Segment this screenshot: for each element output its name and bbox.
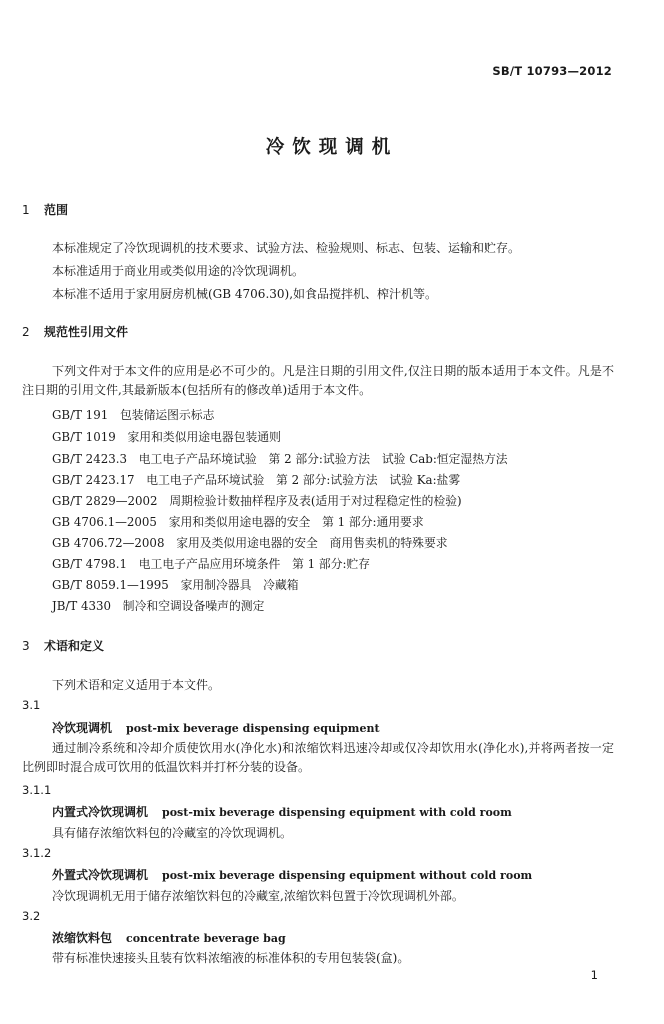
- term-heading: [52, 719, 380, 736]
- term-definition: 冷饮现调机无用于储存浓缩饮料包的冷藏室,浓缩饮料包置于冷饮现调机外部。: [52, 889, 464, 903]
- term-heading: [52, 929, 286, 946]
- paragraph: 本标准不适用于家用厨房机械(GB 4706.30),如食品搅拌机、榨汁机等。: [52, 287, 438, 301]
- section-title: 范围: [44, 203, 69, 217]
- reference-item: JB/T 4330 制冷和空调设备噪声的测定: [52, 599, 265, 613]
- reference-item: GB 4706.1—2005 家用和类似用途电器的安全 第 1 部分:通用要求: [52, 515, 424, 529]
- term-en: post-mix beverage dispensing equipment: [126, 722, 380, 735]
- section-2-heading: [22, 323, 128, 340]
- section-1-heading: [22, 201, 68, 218]
- clause-number: 3.2: [22, 909, 41, 923]
- reference-item: GB/T 191 包装储运图示标志: [52, 408, 215, 422]
- paragraph: 下列术语和定义适用于本文件。: [52, 678, 221, 692]
- term-zh: 冷饮现调机: [52, 721, 113, 735]
- paragraph: 下列文件对于本文件的应用是必不可少的。凡是注日期的引用文件,仅注日期的版本适用于本文件。凡是不注日期的引用文件,其最新版本(包括所有的修改单)适用于本文件。: [22, 364, 614, 397]
- term-zh: 浓缩饮料包: [52, 931, 113, 945]
- paragraph: 本标准适用于商业用或类似用途的冷饮现调机。: [52, 264, 305, 278]
- section-title: 规范性引用文件: [44, 325, 129, 339]
- reference-item: GB/T 2423.17 电工电子产品环境试验 第 2 部分:试验方法 试验 Ka:盐雾: [52, 473, 461, 487]
- term-zh: 内置式冷饮现调机: [52, 805, 149, 819]
- section-number: 1: [22, 203, 30, 217]
- term-definition: 通过制冷系统和冷却介质使饮用水(净化水)和浓缩饮料迅速冷却或仅冷却饮用水(净化水),并将两者按一定比例即时混合成可饮用的低温饮料并打杯分装的设备。: [22, 741, 614, 774]
- document-title: 冷饮现调机: [265, 137, 399, 158]
- paragraph: 本标准规定了冷饮现调机的技术要求、试验方法、检验规则、标志、包装、运输和贮存。: [52, 241, 521, 255]
- reference-item: GB/T 1019 家用和类似用途电器包装通则: [52, 430, 281, 444]
- reference-item: GB/T 2829—2002 周期检验计数抽样程序及表(适用于对过程稳定性的检验): [52, 494, 462, 508]
- term-definition: 带有标准快速接头且装有饮料浓缩液的标准体积的专用包装袋(盒)。: [52, 951, 410, 965]
- section-number: 3: [22, 639, 30, 653]
- term-en: post-mix beverage dispensing equipment with cold room: [162, 806, 512, 819]
- term-en: post-mix beverage dispensing equipment without cold room: [162, 869, 533, 882]
- term-definition: 具有储存浓缩饮料包的冷藏室的冷饮现调机。: [52, 826, 293, 840]
- reference-item: GB/T 4798.1 电工电子产品应用环境条件 第 1 部分:贮存: [52, 557, 371, 571]
- section-number: 2: [22, 325, 30, 339]
- term-heading: [52, 866, 532, 883]
- term-en: concentrate beverage bag: [126, 932, 286, 945]
- reference-item: GB 4706.72—2008 家用及类似用途电器的安全 商用售卖机的特殊要求: [52, 536, 448, 550]
- term-heading: [52, 803, 512, 820]
- reference-item: GB/T 8059.1—1995 家用制冷器具 冷藏箱: [52, 578, 299, 592]
- standard-code: SB/T 10793—2012: [492, 64, 612, 78]
- section-title: 术语和定义: [44, 639, 105, 653]
- page-number: 1: [590, 968, 598, 982]
- clause-number: 3.1.1: [22, 783, 52, 797]
- clause-number: 3.1.2: [22, 846, 52, 860]
- term-zh: 外置式冷饮现调机: [52, 868, 149, 882]
- clause-number: 3.1: [22, 698, 41, 712]
- section-3-heading: [22, 637, 104, 654]
- reference-item: GB/T 2423.3 电工电子产品环境试验 第 2 部分:试验方法 试验 Cab:恒定湿热方法: [52, 452, 508, 466]
